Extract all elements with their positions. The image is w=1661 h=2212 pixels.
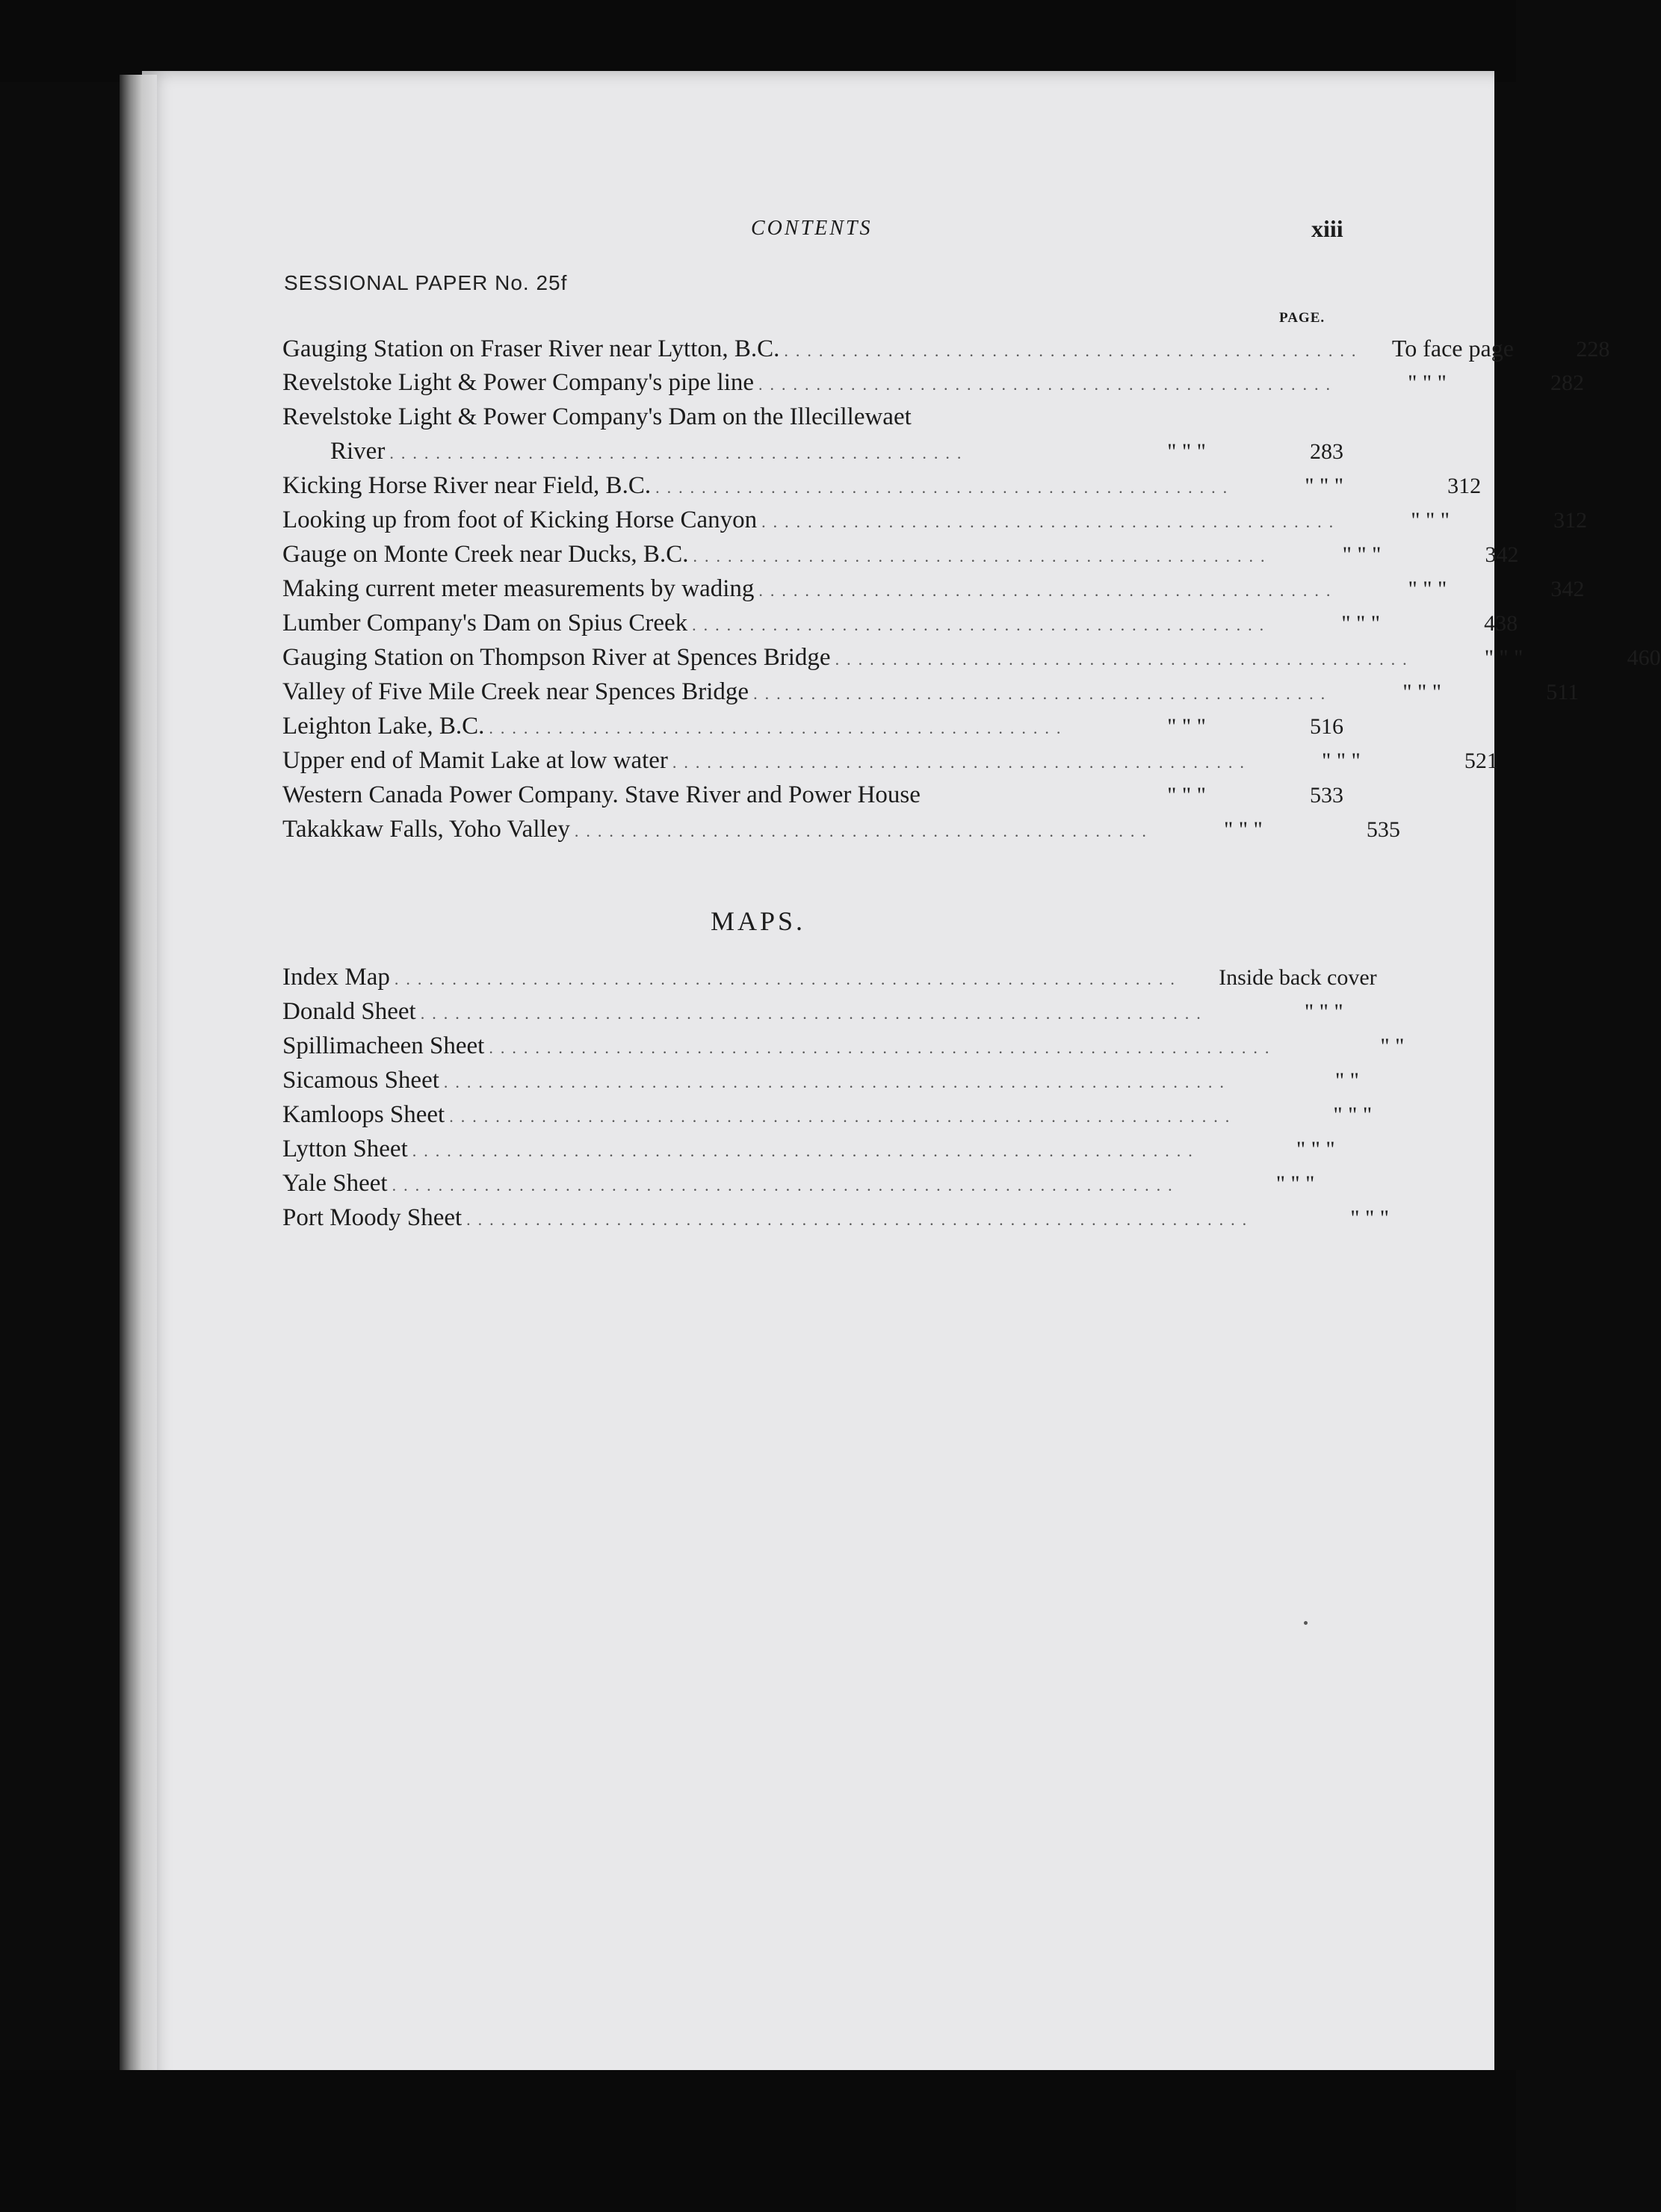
page-binding (120, 75, 157, 2077)
toc-entry (282, 541, 1519, 575)
toc-entry (282, 816, 1400, 850)
entry-page: 312 (1447, 474, 1482, 498)
leader-dots: .................................................. (753, 684, 1333, 703)
leader-dots: .................................................. (758, 375, 1338, 394)
entry-reference: " " " (1322, 749, 1361, 773)
running-head-title: CONTENTS (751, 217, 873, 240)
toc-entry (282, 369, 1585, 403)
leader-dots: .................................................. (693, 547, 1272, 566)
leader-dots: .................................................................... (466, 1210, 1255, 1229)
entry-label: Gauging Station on Fraser River near Lytton, B.C. (282, 335, 780, 362)
leader-dots: .................................................................... (394, 970, 1182, 988)
toc-entry (282, 713, 1343, 747)
entry-label: Lumber Company's Dam on Spius Creek (282, 610, 688, 636)
map-label: Lytton Sheet (282, 1136, 408, 1162)
entry-reference: " " " (1411, 508, 1450, 533)
leader-dots: .................................................................... (392, 1176, 1180, 1195)
map-label: Sicamous Sheet (282, 1067, 439, 1094)
entry-reference: " " " (1167, 714, 1206, 739)
leader-dots: .................................................. (758, 581, 1338, 600)
entry-page: 283 (1310, 439, 1343, 464)
entry-page: 312 (1553, 508, 1588, 533)
leader-dots: .................................................. (761, 512, 1341, 531)
entry-reference: " " " (1342, 542, 1382, 567)
entry-label: Looking up from foot of Kicking Horse Canyon (282, 506, 758, 533)
map-reference: " " " (1350, 1206, 1390, 1230)
toc-entry (282, 506, 1588, 541)
toc-entry (282, 644, 1661, 678)
toc-entry-continuation (282, 438, 1343, 472)
entry-label: River (330, 438, 386, 465)
entry-reference: " " " (1305, 474, 1343, 498)
running-head (0, 217, 1516, 247)
toc-entry (282, 781, 1343, 816)
map-entry (282, 1204, 1390, 1239)
map-label: Port Moody Sheet (282, 1204, 463, 1231)
map-entry (282, 964, 1377, 998)
entry-reference: " " " (1341, 611, 1381, 636)
scan-border-top (0, 0, 1516, 82)
entry-page: 516 (1310, 714, 1343, 739)
map-entry (282, 998, 1343, 1032)
entry-page: 521 (1464, 749, 1498, 773)
entry-reference: " " " (1223, 817, 1263, 842)
entry-label: Revelstoke Light & Power Company's pipe line (282, 369, 755, 396)
entry-label: Takakkaw Falls, Yoho Valley (282, 816, 570, 843)
leader-dots: .................................................. (574, 822, 1154, 840)
toc-entry (282, 610, 1518, 644)
entry-reference: " " " (1484, 645, 1524, 670)
leader-dots: .................................................. (835, 650, 1414, 669)
map-reference: " " " (1296, 1137, 1335, 1162)
leader-dots: .................................................. (784, 341, 1364, 360)
entry-page: 535 (1366, 817, 1400, 842)
toc-entry (282, 335, 1610, 369)
map-entry (282, 1101, 1373, 1136)
map-label: Yale Sheet (282, 1170, 388, 1197)
map-reference: " " " (1304, 1000, 1343, 1024)
map-reference: Inside back cover (1219, 965, 1377, 990)
leader-dots: .................................................................... (489, 1038, 1277, 1057)
entry-page: 460 (1627, 645, 1661, 670)
entry-page: 533 (1310, 783, 1343, 808)
map-reference: " " " (1333, 1103, 1373, 1127)
leader-dots: .................................................. (672, 753, 1252, 772)
map-entry (282, 1170, 1343, 1204)
entry-reference: " " " (1167, 439, 1206, 464)
leader-dots: .................................................................... (420, 1004, 1208, 1023)
entry-label: Gauging Station on Thompson River at Spences Bridge (282, 644, 831, 671)
entry-page: 282 (1550, 371, 1585, 395)
entry-label: Western Canada Power Company. Stave River and Power House (282, 781, 921, 808)
leader-dots: .................................................................... (412, 1141, 1200, 1160)
leader-dots: .................................................. (655, 478, 1235, 497)
maps-list (282, 964, 1405, 1239)
entry-page: 342 (1550, 577, 1585, 601)
map-label: Index Map (282, 964, 390, 991)
map-entry (282, 1136, 1343, 1170)
entry-reference: " " " (1408, 577, 1447, 601)
toc-entry (282, 575, 1585, 610)
illustrations-list (282, 335, 1661, 850)
page-column-heading: PAGE. (1279, 310, 1326, 326)
entry-label: Revelstoke Light & Power Company's Dam on the Illecillewaet (282, 403, 912, 430)
entry-label: Valley of Five Mile Creek near Spences Bridge (282, 678, 749, 705)
stray-mark (1304, 1621, 1308, 1625)
entry-page: 342 (1485, 542, 1519, 567)
page-number: xiii (1311, 215, 1343, 242)
map-label: Kamloops Sheet (282, 1101, 445, 1128)
maps-heading: MAPS. (710, 906, 806, 936)
map-reference: " " (1334, 1068, 1359, 1093)
leader-dots: .................................................................... (443, 1073, 1231, 1091)
entry-label: Gauge on Monte Creek near Ducks, B.C. (282, 541, 689, 568)
toc-entry (282, 747, 1498, 781)
toc-entry (282, 472, 1482, 506)
toc-entry (282, 403, 1343, 438)
entry-label: Upper end of Mamit Lake at low water (282, 747, 668, 774)
entry-reference: " " " (1167, 783, 1206, 808)
leader-dots: .................................................. (489, 719, 1068, 737)
leader-dots: .................................................................... (449, 1107, 1237, 1126)
entry-reference: " " " (1408, 371, 1447, 395)
entry-page: 228 (1576, 337, 1610, 362)
map-label: Donald Sheet (282, 998, 416, 1025)
map-entry (282, 1067, 1359, 1101)
leader-dots: .................................................. (389, 444, 969, 462)
map-label: Spillimacheen Sheet (282, 1032, 485, 1059)
entry-reference: To face page (1391, 335, 1514, 362)
entry-page: 511 (1546, 680, 1580, 704)
map-entry (282, 1032, 1405, 1067)
toc-entry (282, 678, 1580, 713)
map-reference: " " (1380, 1034, 1405, 1059)
entry-label: Making current meter measurements by wading (282, 575, 755, 602)
entry-label: Kicking Horse River near Field, B.C. (282, 472, 652, 499)
map-reference: " " " (1275, 1171, 1315, 1196)
entry-page: 438 (1484, 611, 1518, 636)
entry-reference: " " " (1402, 680, 1441, 704)
scan-border-bottom (0, 2070, 1516, 2212)
sessional-paper-label: SESSIONAL PAPER No. 25f (284, 271, 568, 294)
leader-dots: .................................................. (692, 616, 1272, 634)
entry-label: Leighton Lake, B.C. (282, 713, 485, 740)
